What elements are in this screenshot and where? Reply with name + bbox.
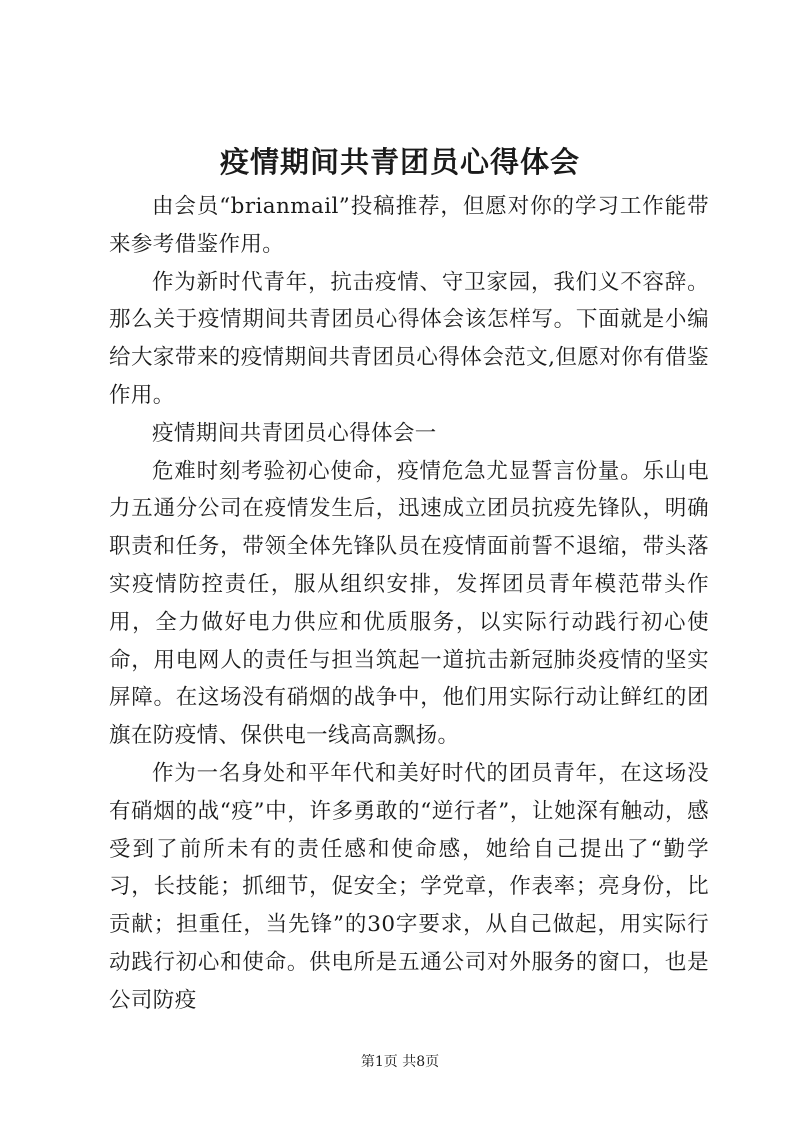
document-title: 疫情期间共青团员心得体会 bbox=[219, 145, 580, 179]
page-footer: 第1页 共8页 bbox=[360, 1054, 440, 1070]
paragraph-body-2: 作为一名身处和平年代和美好时代的团员青年，在这场没有硝烟的战“疫”中，许多勇敢的“逆行者”，让她深有触动，感受到了前所未有的责任感和使命感，她给自己提出了“勤学习，长技能；抓细节，促安全；学党章，作表率；亮身份，比贡献；担重任，当先锋”的30字要求，从自己做起，用实际行动践行初心和使命。供电所是五通公司对外服务的窗口，也是公司防疫 bbox=[109, 760, 709, 1013]
paragraph-body-1: 危难时刻考验初心使命，疫情危急尤显誓言份量。乐山电力五通分公司在疫情发生后，迅速成立团员抗疫先锋队，明确职责和任务，带领全体先锋队员在疫情面前誓不退缩，带头落实疫情防控责任，服从组织安排，发挥团员青年模范带头作用，全力做好电力供应和优质服务，以实际行动践行初心使命，用电网人的责任与担当筑起一道抗击新冠肺炎疫情的坚实屏障。在这场没有硝烟的战争中，他们用实际行动让鲜红的团旗在防疫情、保供电一线高高飘扬。 bbox=[109, 458, 709, 749]
section-heading: 疫情期间共青团员心得体会一 bbox=[152, 420, 437, 446]
paragraph-intro: 由会员“brianmail”投稿推荐，但愿对你的学习工作能带来参考借鉴作用。 bbox=[109, 194, 709, 257]
paragraph-preface: 作为新时代青年，抗击疫情、守卫家园，我们义不容辞。那么关于疫情期间共青团员心得体会该怎样写。下面就是小编给大家带来的疫情期间共青团员心得体会范文,但愿对你有借鉴作用。 bbox=[109, 269, 709, 408]
document-body bbox=[109, 188, 709, 1020]
